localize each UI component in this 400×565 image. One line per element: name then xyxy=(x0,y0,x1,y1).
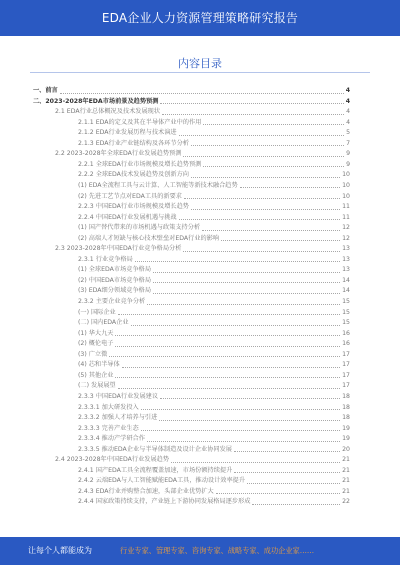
toc-leader-dots xyxy=(179,218,341,220)
toc-leader-dots xyxy=(191,208,340,210)
toc-entry-title: (2) 中国EDA市场竞争格局 xyxy=(78,276,152,284)
toc-entry-page: 12 xyxy=(342,234,350,242)
toc-entry-title: (二) 国内EDA企业 xyxy=(78,319,129,327)
toc-entry-title: 2.2 2023-2028年全球EDA行业发展趋势预测 xyxy=(55,150,182,158)
toc-entry-title: 2.3.3.1 加大研发投入 xyxy=(78,403,139,411)
toc-entry-page: 13 xyxy=(342,245,350,253)
toc-entry[interactable] xyxy=(33,97,350,106)
toc-entry-title: 2.3.3 中国EDA行业发展建议 xyxy=(78,392,159,400)
toc-leader-dots xyxy=(141,429,340,431)
toc-entry[interactable] xyxy=(78,192,350,201)
toc-entry[interactable] xyxy=(78,381,350,390)
toc-entry-title: 2.1.1 EDA的定义及其在半导体产业中的作用 xyxy=(78,118,202,126)
toc-entry-page: 15 xyxy=(342,308,350,316)
toc-entry[interactable] xyxy=(78,181,350,190)
toc-entry-title: (2) 先进工艺节点对EDA工具的新要求 xyxy=(78,192,182,200)
toc-entry-title: (1) 全球EDA市场竞争格局 xyxy=(78,266,152,274)
toc-entry-page: 21 xyxy=(342,487,350,495)
toc-entry-page: 16 xyxy=(342,329,350,337)
toc-entry-page: 18 xyxy=(342,403,350,411)
toc-entry-page: 14 xyxy=(342,276,350,284)
toc-entry[interactable] xyxy=(78,213,350,222)
toc-leader-dots xyxy=(135,260,340,262)
toc-entry[interactable] xyxy=(55,455,350,464)
toc-leader-dots xyxy=(203,123,344,125)
toc-entry-page: 14 xyxy=(342,287,350,295)
toc-entry-title: (二) 发展展望 xyxy=(78,382,116,390)
toc-leader-dots xyxy=(153,271,340,273)
toc-leader-dots xyxy=(183,155,344,157)
toc-entry-page: 20 xyxy=(342,445,350,453)
toc-leader-dots xyxy=(234,471,340,473)
toc-entry[interactable] xyxy=(55,149,350,158)
toc-entry[interactable] xyxy=(78,128,350,137)
toc-entry-title: 2.1.2 EDA行业发展历程与技术演进 xyxy=(78,129,177,137)
toc-leader-dots xyxy=(234,450,340,452)
toc-entry[interactable] xyxy=(78,170,350,179)
toc-entry[interactable] xyxy=(78,223,350,232)
toc-leader-dots xyxy=(179,134,344,136)
toc-entry-title: 二、2023-2028年EDA市场前景及趋势预测 xyxy=(33,97,159,105)
toc-entry-page: 4 xyxy=(345,87,350,94)
toc-entry[interactable] xyxy=(78,276,350,285)
toc-leader-dots xyxy=(118,387,340,389)
toc-entry-page: 5 xyxy=(346,129,350,137)
toc-entry[interactable] xyxy=(78,371,350,380)
toc-entry-title: 2.3.1 行业竞争格局 xyxy=(78,255,133,263)
toc-leader-dots xyxy=(184,197,340,199)
toc-entry-title: 2.3.3.3 完善产业生态 xyxy=(78,424,139,432)
toc-entry-title: (3) EDA细分领域竞争格局 xyxy=(78,287,152,295)
toc-entry-title: (一) 国际企业 xyxy=(78,308,116,316)
toc-leader-dots xyxy=(171,461,340,463)
toc-leader-dots xyxy=(153,292,340,294)
toc-entry-title: 2.3 2023-2028年中国EDA行业竞争格局分析 xyxy=(55,245,182,253)
toc-leader-dots xyxy=(191,176,340,178)
toc-entry[interactable] xyxy=(78,403,350,412)
toc-leader-dots xyxy=(221,239,340,241)
toc-leader-dots xyxy=(109,355,340,357)
toc-entry-page: 10 xyxy=(342,171,350,179)
toc-leader-dots xyxy=(203,165,344,167)
toc-leader-dots xyxy=(240,186,340,188)
toc-leader-dots xyxy=(216,492,340,494)
toc-entry-page: 18 xyxy=(342,414,350,422)
toc-entry-page: 19 xyxy=(342,435,350,443)
toc-entry[interactable] xyxy=(55,107,350,116)
toc-entry-title: (1) 华大九天 xyxy=(78,329,114,337)
toc-leader-dots xyxy=(131,324,341,326)
toc-entry[interactable] xyxy=(78,329,350,338)
toc-entry-title: 2.3.3.2 加强人才培养与引进 xyxy=(78,414,158,422)
toc-entry-page: 11 xyxy=(342,203,350,211)
toc-leader-dots xyxy=(252,503,340,505)
toc-entry-page: 21 xyxy=(342,456,350,464)
toc-entry-title: (2) 概伦电子 xyxy=(78,340,114,348)
toc-entry[interactable] xyxy=(78,286,350,295)
toc-entry-page: 4 xyxy=(346,118,350,126)
toc-leader-dots xyxy=(118,313,340,315)
toc-entry-page: 13 xyxy=(342,266,350,274)
toc-entry[interactable] xyxy=(78,265,350,274)
toc-entry-page: 22 xyxy=(342,498,350,506)
toc-entry-page: 11 xyxy=(342,213,350,221)
toc-entry-page: 4 xyxy=(346,108,350,116)
toc-entry-page: 16 xyxy=(342,340,350,348)
toc-entry[interactable] xyxy=(78,487,350,496)
toc-leader-dots xyxy=(191,144,344,146)
toc-leader-dots xyxy=(160,397,340,399)
toc-entry-title: (1) EDA全流程工具与云计算、人工智能等新技术融合趋势 xyxy=(78,181,238,189)
toc-entry-title: 2.1.3 EDA行业产业链结构及各环节分析 xyxy=(78,139,189,147)
toc-entry-title: 2.2.2 全球EDA技术发展趋势及创新方向 xyxy=(78,171,189,179)
toc-entry-page: 21 xyxy=(342,466,350,474)
footer-slogan: 让每个人都能成为 xyxy=(28,546,92,555)
toc-entry[interactable] xyxy=(78,234,350,243)
toc-entry-page: 17 xyxy=(342,371,350,379)
report-title: EDA企业人力资源管理策略研究报告 xyxy=(101,11,299,25)
toc-entry[interactable] xyxy=(78,434,350,443)
toc-entry-title: (2) 高端人才短缺与核心技术壁垒对EDA行业的影响 xyxy=(78,234,220,242)
toc-entry[interactable] xyxy=(78,392,350,401)
toc-entry[interactable] xyxy=(78,297,350,306)
toc-entry[interactable] xyxy=(78,118,350,127)
toc-leader-dots xyxy=(122,366,340,368)
toc-leader-dots xyxy=(183,250,340,252)
toc-entry-title: 2.4 2023-2028年中国EDA行业发展趋势 xyxy=(55,456,170,464)
toc-leader-dots xyxy=(147,440,340,442)
toc-entry-title: 2.3.3.5 推动EDA企业与半导体制造及设计企业协同发展 xyxy=(78,445,232,453)
toc-entry[interactable] xyxy=(78,139,350,148)
toc-entry-page: 7 xyxy=(346,139,350,147)
toc-entry-title: 2.4.4 国家政策持续支持，产业链上下游协同发展格局逐步形成 xyxy=(78,498,251,506)
toc-entry-title: 2.3.2 主要企业竞争分析 xyxy=(78,298,146,305)
toc-entry-page: 18 xyxy=(342,392,350,400)
toc-leader-dots xyxy=(115,345,340,347)
toc-entry-page: 12 xyxy=(342,224,350,232)
toc-entry[interactable] xyxy=(78,350,350,359)
toc-entry-page: 17 xyxy=(342,361,350,369)
toc-leader-dots xyxy=(60,92,344,94)
toc-entry[interactable] xyxy=(78,308,350,317)
toc-entry[interactable] xyxy=(78,360,350,369)
toc-leader-dots xyxy=(153,281,340,283)
toc-entry[interactable] xyxy=(78,160,350,169)
toc-leader-dots xyxy=(162,113,344,115)
toc-leader-dots xyxy=(115,376,340,378)
toc-entry[interactable] xyxy=(78,413,350,422)
toc-entry-page: 17 xyxy=(342,382,350,390)
toc-leader-dots xyxy=(147,303,340,305)
toc-entry-title: 2.2.3 中国EDA行业市场规模及增长趋势 xyxy=(78,203,189,211)
toc-entry-page: 13 xyxy=(342,255,350,263)
toc-entry-title: 2.3.3.4 推动产学研合作 xyxy=(78,435,145,443)
toc-entry[interactable] xyxy=(78,339,350,348)
toc-entry-title: 2.2.4 中国EDA行业发展机遇与挑战 xyxy=(78,213,177,221)
toc-entry-page: 10 xyxy=(342,192,350,200)
toc-entry[interactable] xyxy=(78,466,350,475)
toc-entry[interactable] xyxy=(55,244,350,253)
toc-entry-page: 21 xyxy=(342,477,350,485)
toc-leader-dots xyxy=(247,482,340,484)
toc-entry-page: 15 xyxy=(342,298,350,305)
toc-entry[interactable] xyxy=(78,202,350,211)
toc-entry-page: 15 xyxy=(342,319,350,327)
footer-tagline: 行业专家、管理专家、咨询专家、战略专家、成功企业家…… xyxy=(120,546,315,555)
toc-title: 内容目录 xyxy=(178,57,222,70)
toc-entry-page: 9 xyxy=(346,160,350,168)
toc-leader-dots xyxy=(141,408,340,410)
toc-entry-title: 2.2.1 全球EDA行业市场规模及增长趋势预测 xyxy=(78,160,202,168)
toc-entry-page: 4 xyxy=(345,97,350,105)
toc-entry[interactable] xyxy=(78,445,350,454)
toc-entry[interactable] xyxy=(78,424,350,433)
toc-leader-dots xyxy=(159,419,340,421)
toc-entry[interactable] xyxy=(78,497,350,506)
toc-entry[interactable] xyxy=(78,255,350,264)
toc-entry[interactable] xyxy=(33,86,350,95)
toc-entry-title: 2.4.2 云端EDA与人工智能赋能EDA工具，推动设计效率提升 xyxy=(78,477,246,485)
toc-entry-page: 9 xyxy=(346,150,350,158)
toc-leader-dots xyxy=(202,229,340,231)
toc-entry[interactable] xyxy=(78,476,350,485)
toc-entry-page: 17 xyxy=(342,350,350,358)
toc-entry-title: (4) 芯和半导体 xyxy=(78,361,120,369)
toc-divider xyxy=(30,72,370,73)
toc-entry-page: 19 xyxy=(342,424,350,432)
toc-leader-dots xyxy=(115,334,340,336)
toc-entry-title: 2.1 EDA行业总体概况及技术发展现状 xyxy=(55,108,161,116)
toc-entry-title: 2.4.3 EDA行业并购整合加速，头部企业优势扩大 xyxy=(78,487,214,495)
toc-entry-title: 一、前言 xyxy=(33,87,58,94)
toc-entry-title: (5) 其他企业 xyxy=(78,371,114,379)
toc-entry-title: 2.4.1 国产EDA工具全流程覆盖加速，市场份额持续提升 xyxy=(78,466,233,474)
toc-entry[interactable] xyxy=(78,318,350,327)
toc-leader-dots xyxy=(160,102,343,104)
toc-entry-page: 10 xyxy=(342,181,350,189)
toc-entry-title: (1) 国产替代带来的市场机遇与政策支持分析 xyxy=(78,224,201,232)
toc-entry-title: (3) 广立微 xyxy=(78,350,108,358)
